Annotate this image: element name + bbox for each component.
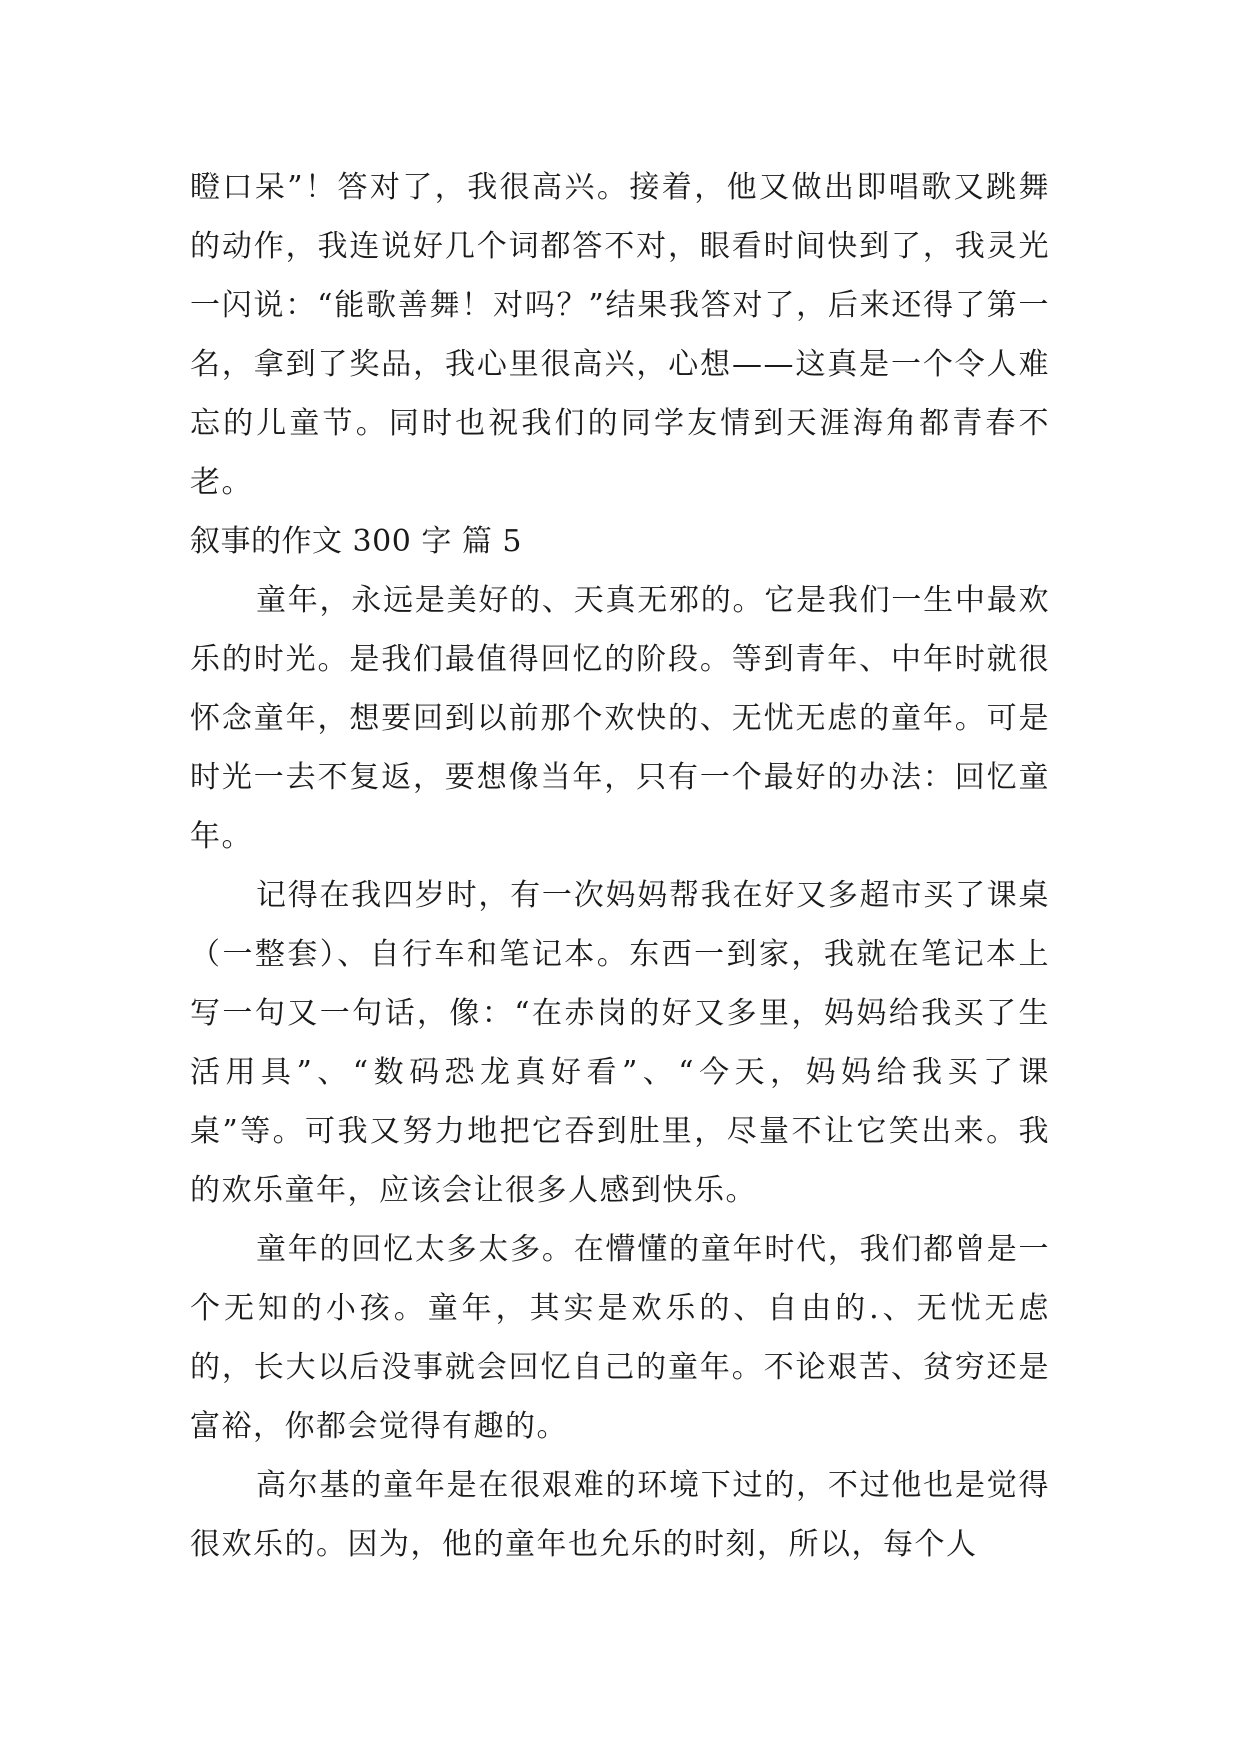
section-heading: 叙事的作文 300 字 篇 5 [190,524,522,559]
paragraph: 高尔基的童年是在很艰难的环境下过的，不过他也是觉得很欢乐的。因为，他的童年也允乐的时刻，所以，每个人 [190,1468,1050,1562]
paragraph: 童年的回忆太多太多。在懵懂的童年时代，我们都曾是一个无知的小孩。童年，其实是欢乐的、自由的.、无忧无虑的，长大以后没事就会回忆自己的童年。不论艰苦、贫穷还是富裕，你都会觉得有趣的。 [190,1232,1050,1444]
document-body [190,158,1050,1574]
paragraph-continued: 瞪口呆”！答对了，我很高兴。接着，他又做出即唱歌又跳舞的动作，我连说好几个词都答不对，眼看时间快到了，我灵光一闪说：“能歌善舞！对吗？”结果我答对了，后来还得了第一名，拿到了奖品，我心里很高兴，心想——这真是一个令人难忘的儿童节。同时也祝我们的同学友情到天涯海角都青春不老。 [190,170,1050,500]
paragraph: 童年，永远是美好的、天真无邪的。它是我们一生中最欢乐的时光。是我们最值得回忆的阶段。等到青年、中年时就很怀念童年，想要回到以前那个欢快的、无忧无虑的童年。可是时光一去不复返，要想像当年，只有一个最好的办法：回忆童年。 [190,583,1050,854]
paragraph: 记得在我四岁时，有一次妈妈帮我在好又多超市买了课桌（一整套）、自行车和笔记本。东西一到家，我就在笔记本上写一句又一句话，像：“在赤岗的好又多里，妈妈给我买了生活用具”、“数码恐龙真好看”、“今天，妈妈给我买了课桌”等。可我又努力地把它吞到肚里，尽量不让它笑出来。我的欢乐童年，应该会让很多人感到快乐。 [190,878,1050,1208]
